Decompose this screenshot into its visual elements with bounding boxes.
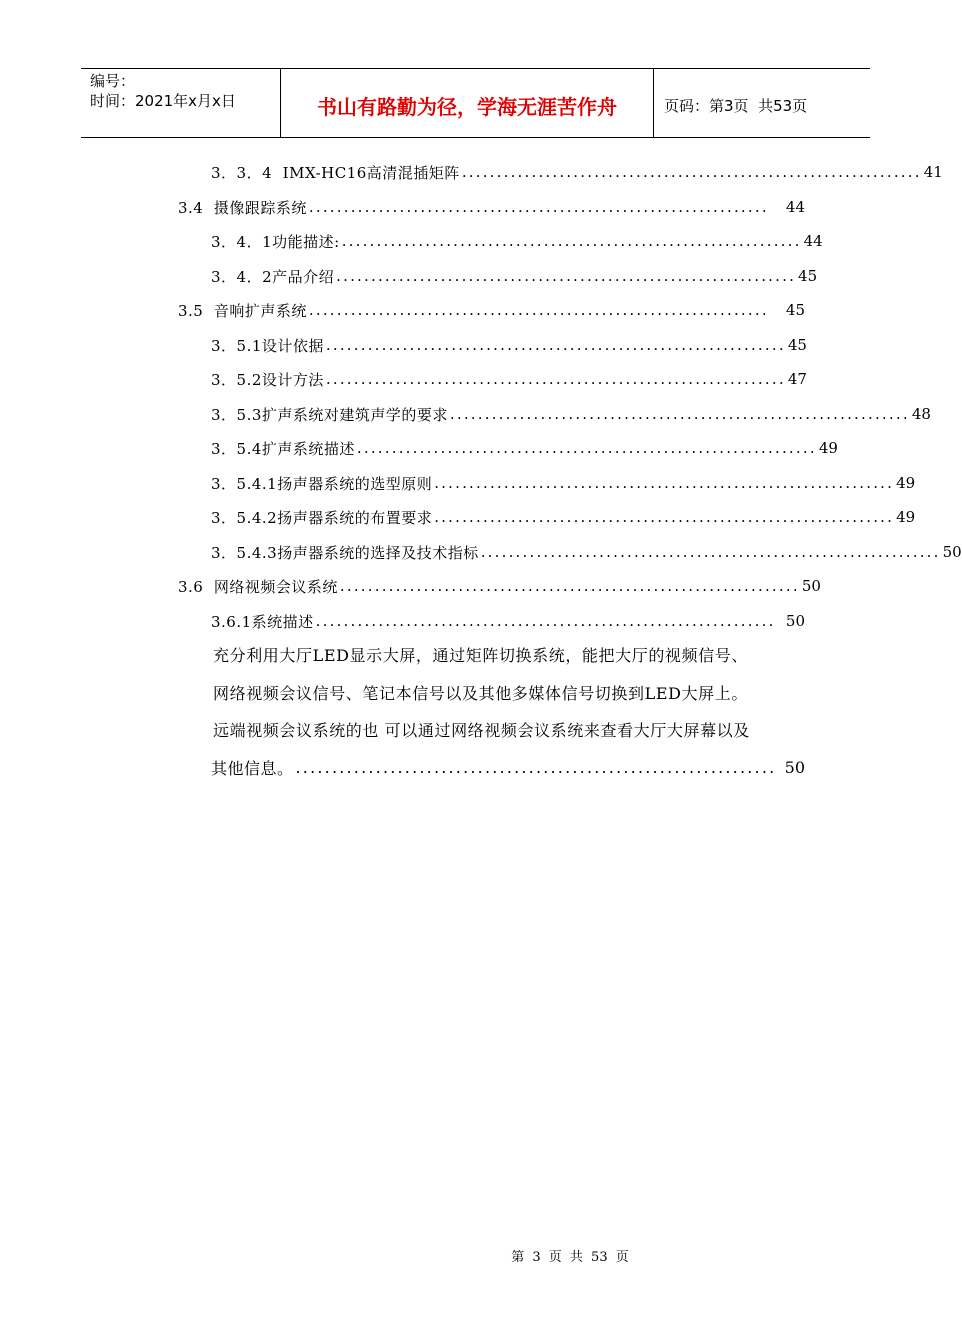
toc-leader-dots: .................................................................. <box>308 198 769 216</box>
toc-entry[interactable] <box>178 299 805 321</box>
toc-entry[interactable] <box>211 265 818 287</box>
toc-entry[interactable] <box>211 230 823 252</box>
toc-paragraph-line-2: 网络视频会议信号、笔记本信号以及其他多媒体信号切换到LED大屏上。 <box>213 684 748 703</box>
toc-entry-page: 50 <box>784 757 805 777</box>
header-page-info <box>654 69 870 137</box>
toc-entry-label: 3．5.1设计依据 <box>211 336 324 355</box>
toc-leader-dots: .................................................................. <box>339 577 800 595</box>
toc-paragraph-last-line[interactable] <box>211 756 805 778</box>
toc-entry-page: 50 <box>785 612 805 630</box>
toc-leader-dots: .................................................................. <box>434 508 895 526</box>
toc-entry[interactable] <box>211 506 916 528</box>
toc-entry-label: 3．3．4 IMX-HC16高清混插矩阵 <box>211 163 460 182</box>
toc-entry[interactable] <box>211 161 943 183</box>
toc-entry[interactable] <box>211 334 805 356</box>
toc-entry-label: 3.6.1系统描述 <box>211 612 314 631</box>
toc-leader-dots: .................................................................. <box>356 439 817 457</box>
toc-leader-dots: .................................................................. <box>315 612 776 630</box>
toc-entry[interactable] <box>211 610 805 632</box>
toc-entry-page: 49 <box>896 508 916 526</box>
toc-leader-dots: .................................................................. <box>308 301 769 319</box>
toc-entry[interactable] <box>178 575 821 597</box>
toc-entry-page: 47 <box>787 370 807 388</box>
toc-entry-page: 50 <box>801 577 821 595</box>
toc-entry-label: 3．4．1功能描述: <box>211 232 340 251</box>
toc-entry-label: 3．4．2产品介绍 <box>211 267 335 286</box>
toc-leader-dots: .................................................................. <box>336 267 797 285</box>
page-header <box>81 68 870 138</box>
toc-leader-dots: .................................................................. <box>434 474 895 492</box>
toc-entry-label: 其他信息。 <box>211 758 294 778</box>
toc-leader-dots: .................................................................. <box>325 370 786 388</box>
toc-entry-page: 45 <box>787 336 807 354</box>
toc-entry-label: 3．5.2设计方法 <box>211 370 324 389</box>
toc-entry-page: 44 <box>803 232 823 250</box>
toc-entry-label: 3．5.3扩声系统对建筑声学的要求 <box>211 405 448 424</box>
toc-entry-page: 45 <box>785 301 805 319</box>
toc-leader-dots: .................................................................. <box>480 543 941 561</box>
toc-entry[interactable] <box>211 472 916 494</box>
toc-entry-page: 41 <box>923 163 943 181</box>
toc-entry-label: 3.5 音响扩声系统 <box>178 301 307 320</box>
toc-entry-page: 49 <box>896 474 916 492</box>
toc-leader-dots: .................................................................. <box>449 405 910 423</box>
toc-entry-page: 44 <box>785 198 805 216</box>
header-motto: 书山有路勤为径，学海无涯苦作舟 <box>281 69 654 137</box>
header-page-info-text: 页码：第3页 共53页 <box>664 96 808 115</box>
toc-leader-dots: .................................................................. <box>461 163 922 181</box>
toc-entry-label: 3.4 摄像跟踪系统 <box>178 198 307 217</box>
toc-entry[interactable] <box>211 403 931 425</box>
toc-paragraph-line-3: 远端视频会议系统的也 可以通过网络视频会议系统来查看大厅大屏幕以及 <box>213 721 750 740</box>
toc-entry[interactable] <box>211 437 838 459</box>
toc-entry-label: 3.6 网络视频会议系统 <box>178 577 338 596</box>
toc-entry-page: 50 <box>942 543 962 561</box>
toc-entry[interactable] <box>211 541 962 563</box>
page-footer: 第 3 页 共 53 页 <box>511 1250 629 1265</box>
document-date: 时间：2021年x月x日 <box>90 92 236 110</box>
toc-entry-page: 49 <box>818 439 838 457</box>
document-number-label: 编号： <box>90 72 136 90</box>
toc-entry-label: 3．5.4.1扬声器系统的选型原则 <box>211 474 433 493</box>
toc-entry-label: 3．5.4.3扬声器系统的选择及技术指标 <box>211 543 479 562</box>
toc-entry[interactable] <box>211 368 805 390</box>
toc-entry-label: 3．5.4.2扬声器系统的布置要求 <box>211 508 433 527</box>
toc-leader-dots: .................................................................. <box>325 336 786 354</box>
toc-paragraph-line-1: 充分利用大厅LED显示大屏，通过矩阵切换系统，能把大厅的视频信号、 <box>213 646 748 665</box>
toc-entry[interactable] <box>178 196 805 218</box>
toc-entry-label: 3．5.4扩声系统描述 <box>211 439 355 458</box>
toc-leader-dots: .................................................................. <box>295 757 777 777</box>
toc-entry-page: 48 <box>911 405 931 423</box>
toc-leader-dots: .................................................................. <box>341 232 802 250</box>
toc-entry-page: 45 <box>798 267 818 285</box>
header-meta <box>81 69 281 137</box>
